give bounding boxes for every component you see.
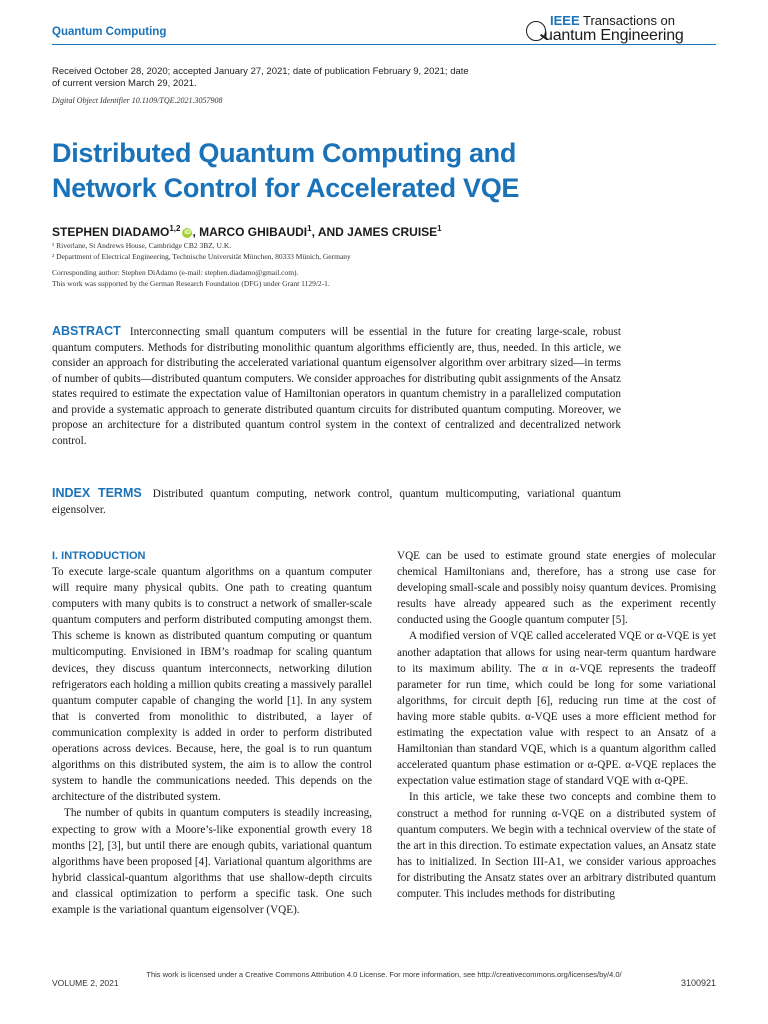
paragraph: The number of qubits in quantum computers is steadily increasing, expecting to grow with a Moore’s-like exponential growth every 18 months [2], [3], but until there are enough qubits, variational quantum algorithms have been proposed [4]. Variational quantum algorithms are hybrid classical-quantum algorithms that use shallow-depth circuits and classical optimization to perform a specific task. One such example is the variational quantum eigensolver (VQE). — [52, 807, 372, 916]
title-line-2: Network Control for Accelerated VQE — [52, 173, 520, 203]
index-terms-text: Distributed quantum computing, network control, quantum multicomputing, variational quantum eigensolver. — [52, 488, 621, 516]
doi: Digital Object Identifier 10.1109/TQE.2021.3057908 — [52, 96, 223, 105]
journal-name-line2: uantum Engineering — [544, 27, 684, 44]
q-logo-icon — [526, 21, 546, 41]
affiliation-2: ² Department of Electrical Engineering, Technische Universität München, 80333 Münich, Germany — [52, 252, 351, 261]
affiliations — [52, 240, 612, 262]
affiliation-1: ¹ Riverlane, St Andrews House, Cambridge CB2 3BZ, U.K. — [52, 241, 232, 250]
abstract-heading: ABSTRACT — [52, 324, 121, 338]
author-notes — [52, 267, 612, 289]
corresponding-author: Corresponding author: Stephen DiAdamo (e-mail: stephen.diadamo@gmail.com). — [52, 268, 299, 277]
paper-title — [52, 136, 612, 206]
author-3: , AND JAMES CRUISE — [311, 225, 438, 239]
paragraph: In this article, we take these two concepts and combine them to construct a method for running α-VQE on a distributed system of quantum computers. We begin with a technical overview of the state of the art in this direction. To estimate expectation values, an Ansatz state has to initialized. In Section III-A1, we consider various approaches for distributing the Ansatz states over an arbitrary distributed quantum computer. This includes methods for distributing — [397, 791, 716, 900]
orcid-icon[interactable]: iD — [184, 229, 191, 236]
footer-page-number: 3100921 — [680, 978, 716, 988]
index-terms — [52, 486, 621, 518]
footer-license[interactable]: This work is licensed under a Creative Commons Attribution 4.0 License. For more information, see http://creativecommons.org/licenses/by/4.0/ — [146, 970, 622, 979]
funding-note: This work was supported by the German Research Foundation (DFG) under Grant 1129/2-1. — [52, 279, 330, 288]
abstract — [52, 324, 621, 449]
paragraph: To execute large-scale quantum algorithms on a quantum computer will require many physical qubits. One path to creating quantum computers with many qubits is to construct a network of smaller-scale quantum computers and perform distributed computing amongst them. This scheme is known as distributed quantum computing or quantum multicomputing. Envisioned in IBM’s roadmap for scaling quantum devices, they discuss quantum interconnects, networking dilution refrigerators each holding a million qubits creating a massively parallel quantum computer capable of changing the world [1]. In any system that is converted from monolithic to distributed, a layer of communication complexity is added in order to perform distributed operations across devices. Because, here, the goal is to run quantum algorithms on this distributed system, the aim is to allow the control system to handle the communications needed. This depends on the architecture of the distributed system. — [52, 566, 372, 804]
section-heading: I. INTRODUCTION — [52, 550, 146, 562]
journal-logo — [526, 12, 716, 46]
author-1: STEPHEN DIADAMO — [52, 225, 170, 239]
body-column-left — [52, 548, 372, 918]
section-tag: Quantum Computing — [52, 26, 167, 38]
body-column-right — [397, 548, 716, 902]
index-terms-heading: INDEX TERMS — [52, 486, 142, 500]
abstract-text: Interconnecting small quantum computers will be essential in the future for creating large-scale, robust quantum computers. Methods for distributing monolithic quantum algorithms efficiently are, thus, needed. In this article, we consider an approach for distributing the accelerated variational quantum eigensolver algorithm over arbitrary sized—in terms of number of qubits—distributed quantum computers. We consider approaches for distributing qubit assignments of the Ansatz states required to estimate the expectation value of Hamiltonian operators in quantum chemistry in a parallelized computation and provide a systematic approach to generate distributed quantum circuits for distributed quantum computing. Moreover, we propose an architecture for a distributed quantum control system in the context of centralized and decentralized network control. — [52, 326, 621, 447]
paragraph: A modified version of VQE called accelerated VQE or α-VQE is yet another adaptation that allows for using near-term quantum hardware to its maximum ability. The α in α-VQE represents the tradeoff parameter for run time, which could be long for some variational algorithms, for circuit depth [6], reducing run time at the cost of having more stable qubits. α-VQE uses a more efficient method for estimating the expectation value with respect to an Ansatz of a Hamiltonian than standard VQE, which is a quantum algorithm called accelerated quantum phase estimation or α-QPE. α-VQE replaces the expectation value estimation stage of standard VQE with α-QPE. — [397, 630, 716, 788]
paragraph: VQE can be used to estimate ground state energies of molecular chemical Hamiltonians and, therefore, has a strong use case for developing small-scale and possibly noisy quantum devices. Promising results have already appeared such as the experiment recently conducted using the Google quantum computer [5]. — [397, 550, 716, 627]
header-divider — [52, 44, 716, 45]
author-2: , MARCO GHIBAUDI — [192, 225, 308, 239]
title-line-1: Distributed Quantum Computing and — [52, 138, 517, 168]
received-dates: Received October 28, 2020; accepted January 27, 2021; date of publication February 9, 2021; date of current version March 29, 2021. — [52, 66, 469, 89]
journal-name-line1: IEEE Transactions on — [550, 13, 676, 28]
author-list: STEPHEN DIADAMO$^{1,2}$ iD , MARCO GHIBAUDI$^1$, AND JAMES CRUISE$^1$ — [52, 224, 442, 239]
footer-volume: VOLUME 2, 2021 — [52, 978, 119, 988]
